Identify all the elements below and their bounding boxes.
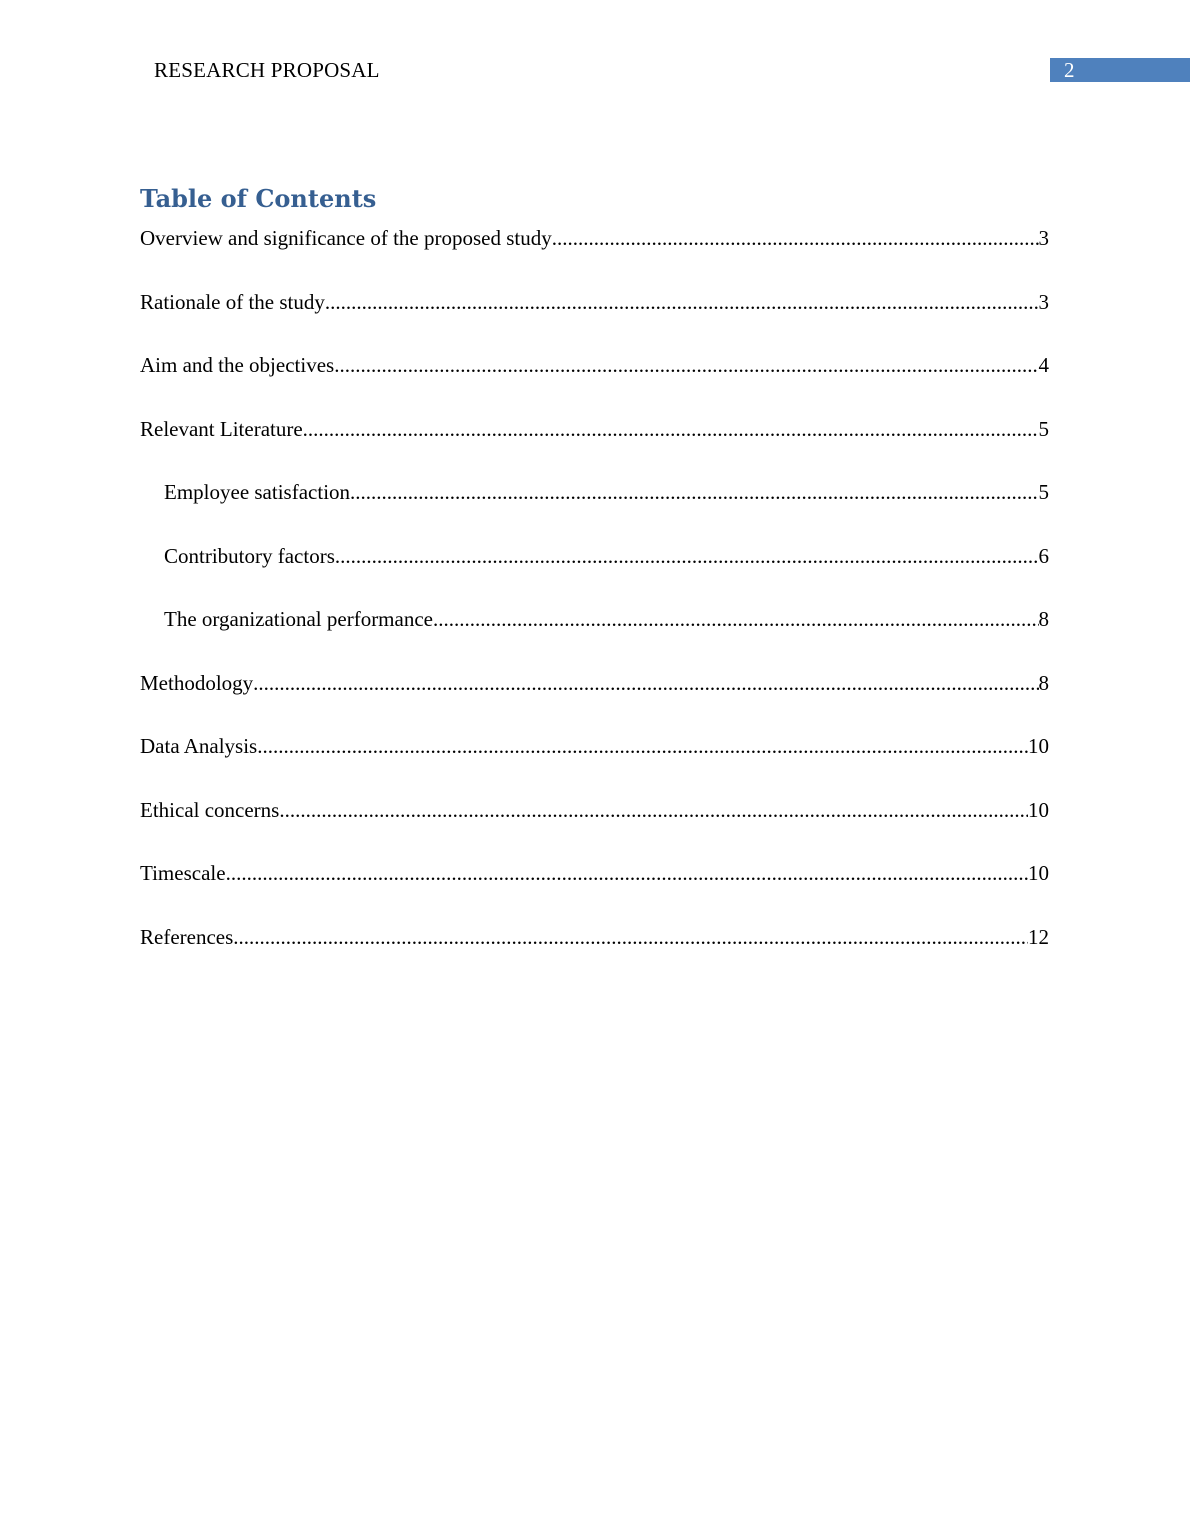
toc-heading: Table of Contents [140, 184, 377, 213]
toc-leader-dots [552, 222, 1039, 254]
toc-entry-text: The organizational performance [164, 607, 433, 631]
toc-entry-methodology[interactable] [140, 667, 1049, 731]
toc-leader-dots [257, 730, 1028, 762]
page-number: 2 [1064, 58, 1075, 82]
toc-entry-employee-satisfaction[interactable] [140, 476, 1049, 540]
toc-entry-timescale[interactable] [140, 857, 1049, 921]
toc-entry-text: Employee satisfaction [164, 480, 351, 504]
toc-entry-text: Rationale of the study [140, 289, 325, 314]
toc-entry-ethical-concerns[interactable] [140, 794, 1049, 858]
running-header-title: RESEARCH PROPOSAL [154, 58, 380, 82]
toc-list [140, 222, 1049, 984]
toc-leader-dots [325, 286, 1039, 318]
toc-entry-page: 8 [1038, 670, 1049, 695]
page-number-badge [1050, 58, 1190, 82]
toc-leader-dots [433, 603, 1039, 635]
toc-entry-page: 10 [1028, 734, 1049, 758]
toc-entry-page: 5 [1038, 416, 1049, 441]
toc-entry-page: 10 [1028, 861, 1049, 885]
toc-entry-page: 8 [1038, 607, 1049, 631]
toc-entry-page: 6 [1038, 543, 1049, 568]
toc-entry-references[interactable] [140, 921, 1049, 985]
toc-entry-organizational-performance[interactable] [140, 603, 1049, 667]
toc-leader-dots [303, 413, 1039, 445]
toc-entry-page: 3 [1038, 226, 1049, 250]
toc-leader-dots [335, 540, 1039, 572]
toc-entry-text: Timescale [140, 861, 226, 885]
toc-leader-dots [253, 667, 1038, 699]
toc-leader-dots [350, 476, 1038, 508]
toc-entry-text: References [140, 924, 234, 949]
toc-entry-contributory-factors[interactable] [140, 540, 1049, 604]
toc-entry-rationale[interactable] [140, 286, 1049, 350]
toc-entry-text: Ethical concerns [140, 797, 280, 822]
toc-leader-dots [334, 349, 1038, 381]
toc-entry-page: 4 [1038, 353, 1049, 377]
toc-entry-page: 5 [1038, 480, 1049, 504]
toc-leader-dots [233, 921, 1028, 953]
toc-entry-text: Methodology [140, 670, 254, 695]
toc-entry-aim-objectives[interactable] [140, 349, 1049, 413]
toc-entry-text: Relevant Literature [140, 416, 303, 441]
toc-entry-text: Aim and the objectives [140, 353, 335, 377]
toc-leader-dots [279, 794, 1028, 826]
toc-entry-page: 12 [1028, 924, 1049, 949]
toc-entry-text: Data Analysis [140, 734, 258, 758]
toc-entry-data-analysis[interactable] [140, 730, 1049, 794]
toc-entry-page: 10 [1028, 797, 1049, 822]
toc-entry-page: 3 [1038, 289, 1049, 314]
toc-entry-text: Contributory factors [164, 543, 335, 568]
toc-entry-text: Overview and significance of the proposed study [140, 226, 552, 250]
toc-leader-dots [226, 857, 1028, 889]
toc-entry-overview[interactable] [140, 222, 1049, 286]
toc-entry-relevant-literature[interactable] [140, 413, 1049, 477]
